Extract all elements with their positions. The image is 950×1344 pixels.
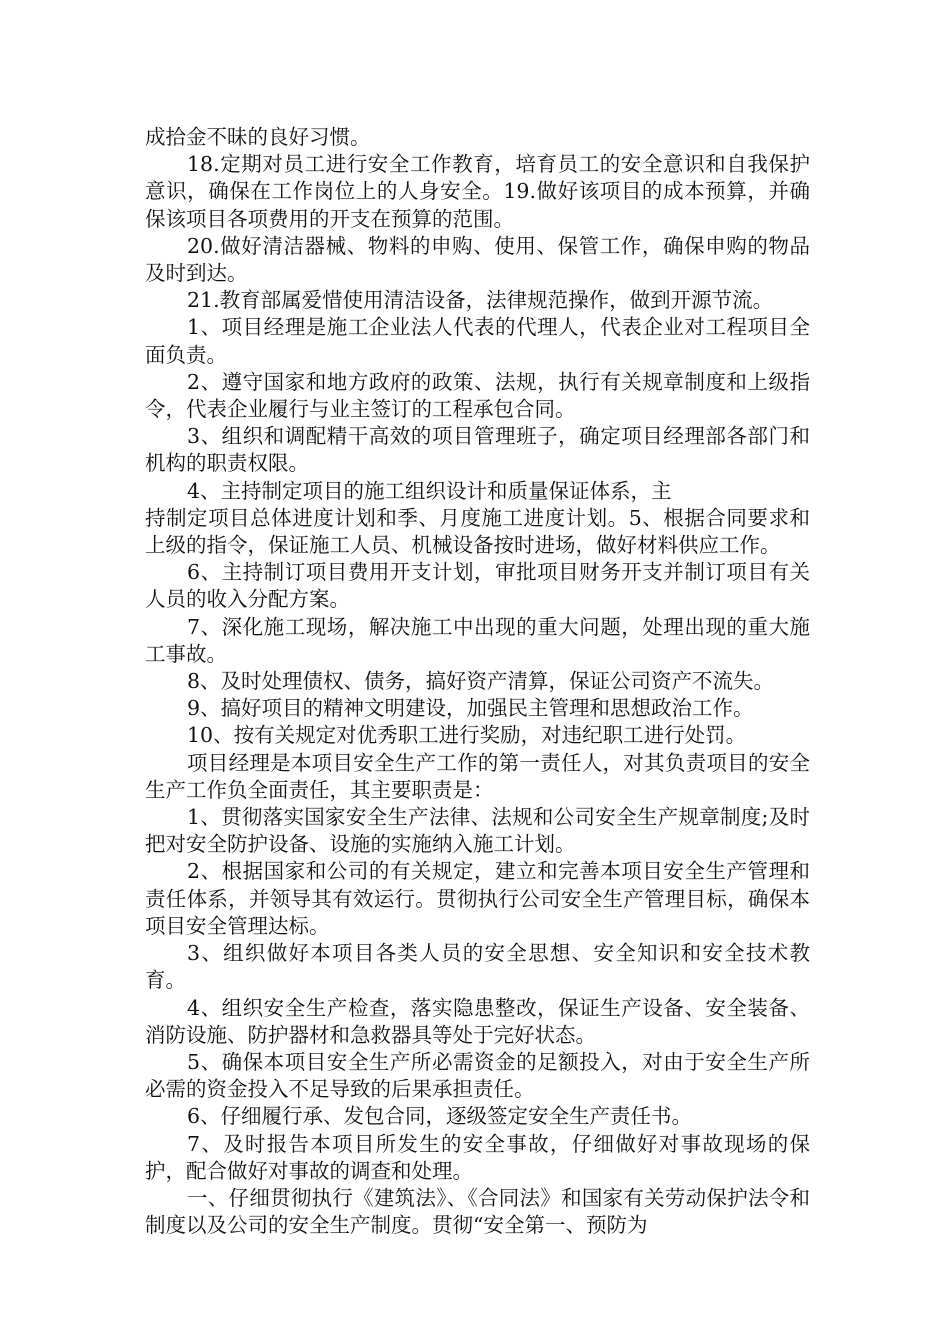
paragraph: 6、仔细履行承、发包合同，逐级签定安全生产责任书。 <box>187 1104 693 1129</box>
paragraph: 1、贯彻落实国家安全生产法律、法规和公司安全生产规章制度;及时把对安全防护设备、设施的实施纳入施工计划。 <box>145 805 810 857</box>
paragraph: 成拾金不昧的良好习惯。 <box>145 125 371 149</box>
paragraph: 4、组织安全生产检查，落实隐患整改，保证生产设备、安全装备、消防设施、防护器材和急救器具等处于完好状态。 <box>145 995 810 1047</box>
paragraph: 8、及时处理债权、债务，搞好资产清算，保证公司资产不流失。 <box>187 669 775 694</box>
paragraph: 项目经理是本项目安全生产工作的第一责任人，对其负责项目的安全生产工作负全面责任，其主要职责是： <box>145 750 810 802</box>
paragraph: 持制定项目总体进度计划和季、月度施工进度计划。5、根据合同要求和上级的指令，保证施工人员、机械设备按时进场，做好材料供应工作。 <box>145 505 810 558</box>
paragraph: 10、按有关规定对优秀职工进行奖励，对违纪职工进行处罚。 <box>187 723 747 748</box>
paragraph: 18.定期对员工进行安全工作教育，培育员工的安全意识和自我保护意识，确保在工作岗位上的人身安全。19.做好该项目的成本预算，并确保该项目各项费用的开支在预算的范围。 <box>145 152 810 231</box>
paragraph: 20.做好清洁器械、物料的申购、使用、保管工作，确保申购的物品及时到达。 <box>145 233 810 286</box>
paragraph: 4、主持制定项目的施工组织设计和质量保证体系，主 <box>187 478 672 503</box>
paragraph: 7、深化施工现场，解决施工中出现的重大问题，处理出现的重大施工事故。 <box>145 614 810 666</box>
paragraph: 6、主持制订项目费用开支计划，审批项目财务开支并制订项目有关人员的收入分配方案。 <box>145 560 810 612</box>
paragraph: 2、根据国家和公司的有关规定，建立和完善本项目安全生产管理和责任体系，并领导其有效运行。贯彻执行公司安全生产管理目标，确保本项目安全管理达标。 <box>145 859 810 938</box>
paragraph: 7、及时报告本项目所发生的安全事故，仔细做好对事故现场的保护，配合做好对事故的调查和处理。 <box>145 1131 810 1183</box>
paragraph: 5、确保本项目安全生产所必需资金的足额投入，对由于安全生产所必需的资金投入不足导致的后果承担责任。 <box>145 1049 810 1102</box>
paragraph: 21.教育部属爱惜使用清洁设备，法律规范操作，做到开源节流。 <box>187 288 774 313</box>
paragraph: 3、组织和调配精干高效的项目管理班子，确定项目经理部各部门和机构的职责权限。 <box>145 424 810 476</box>
paragraph: 1、项目经理是施工企业法人代表的代理人，代表企业对工程项目全面负责。 <box>145 315 810 367</box>
paragraph: 一、仔细贯彻执行《建筑法》、《合同法》和国家有关劳动保护法令和制度以及公司的安全生产制度。贯彻“安全第一、预防为 <box>145 1185 810 1238</box>
paragraph: 2、遵守国家和地方政府的政策、法规，执行有关规章制度和上级指令，代表企业履行与业主签订的工程承包合同。 <box>145 369 810 422</box>
document-body <box>145 124 810 1239</box>
paragraph: 3、组织做好本项目各类人员的安全思想、安全知识和安全技术教育。 <box>145 941 810 993</box>
paragraph: 9、搞好项目的精神文明建设，加强民主管理和思想政治工作。 <box>187 696 754 721</box>
